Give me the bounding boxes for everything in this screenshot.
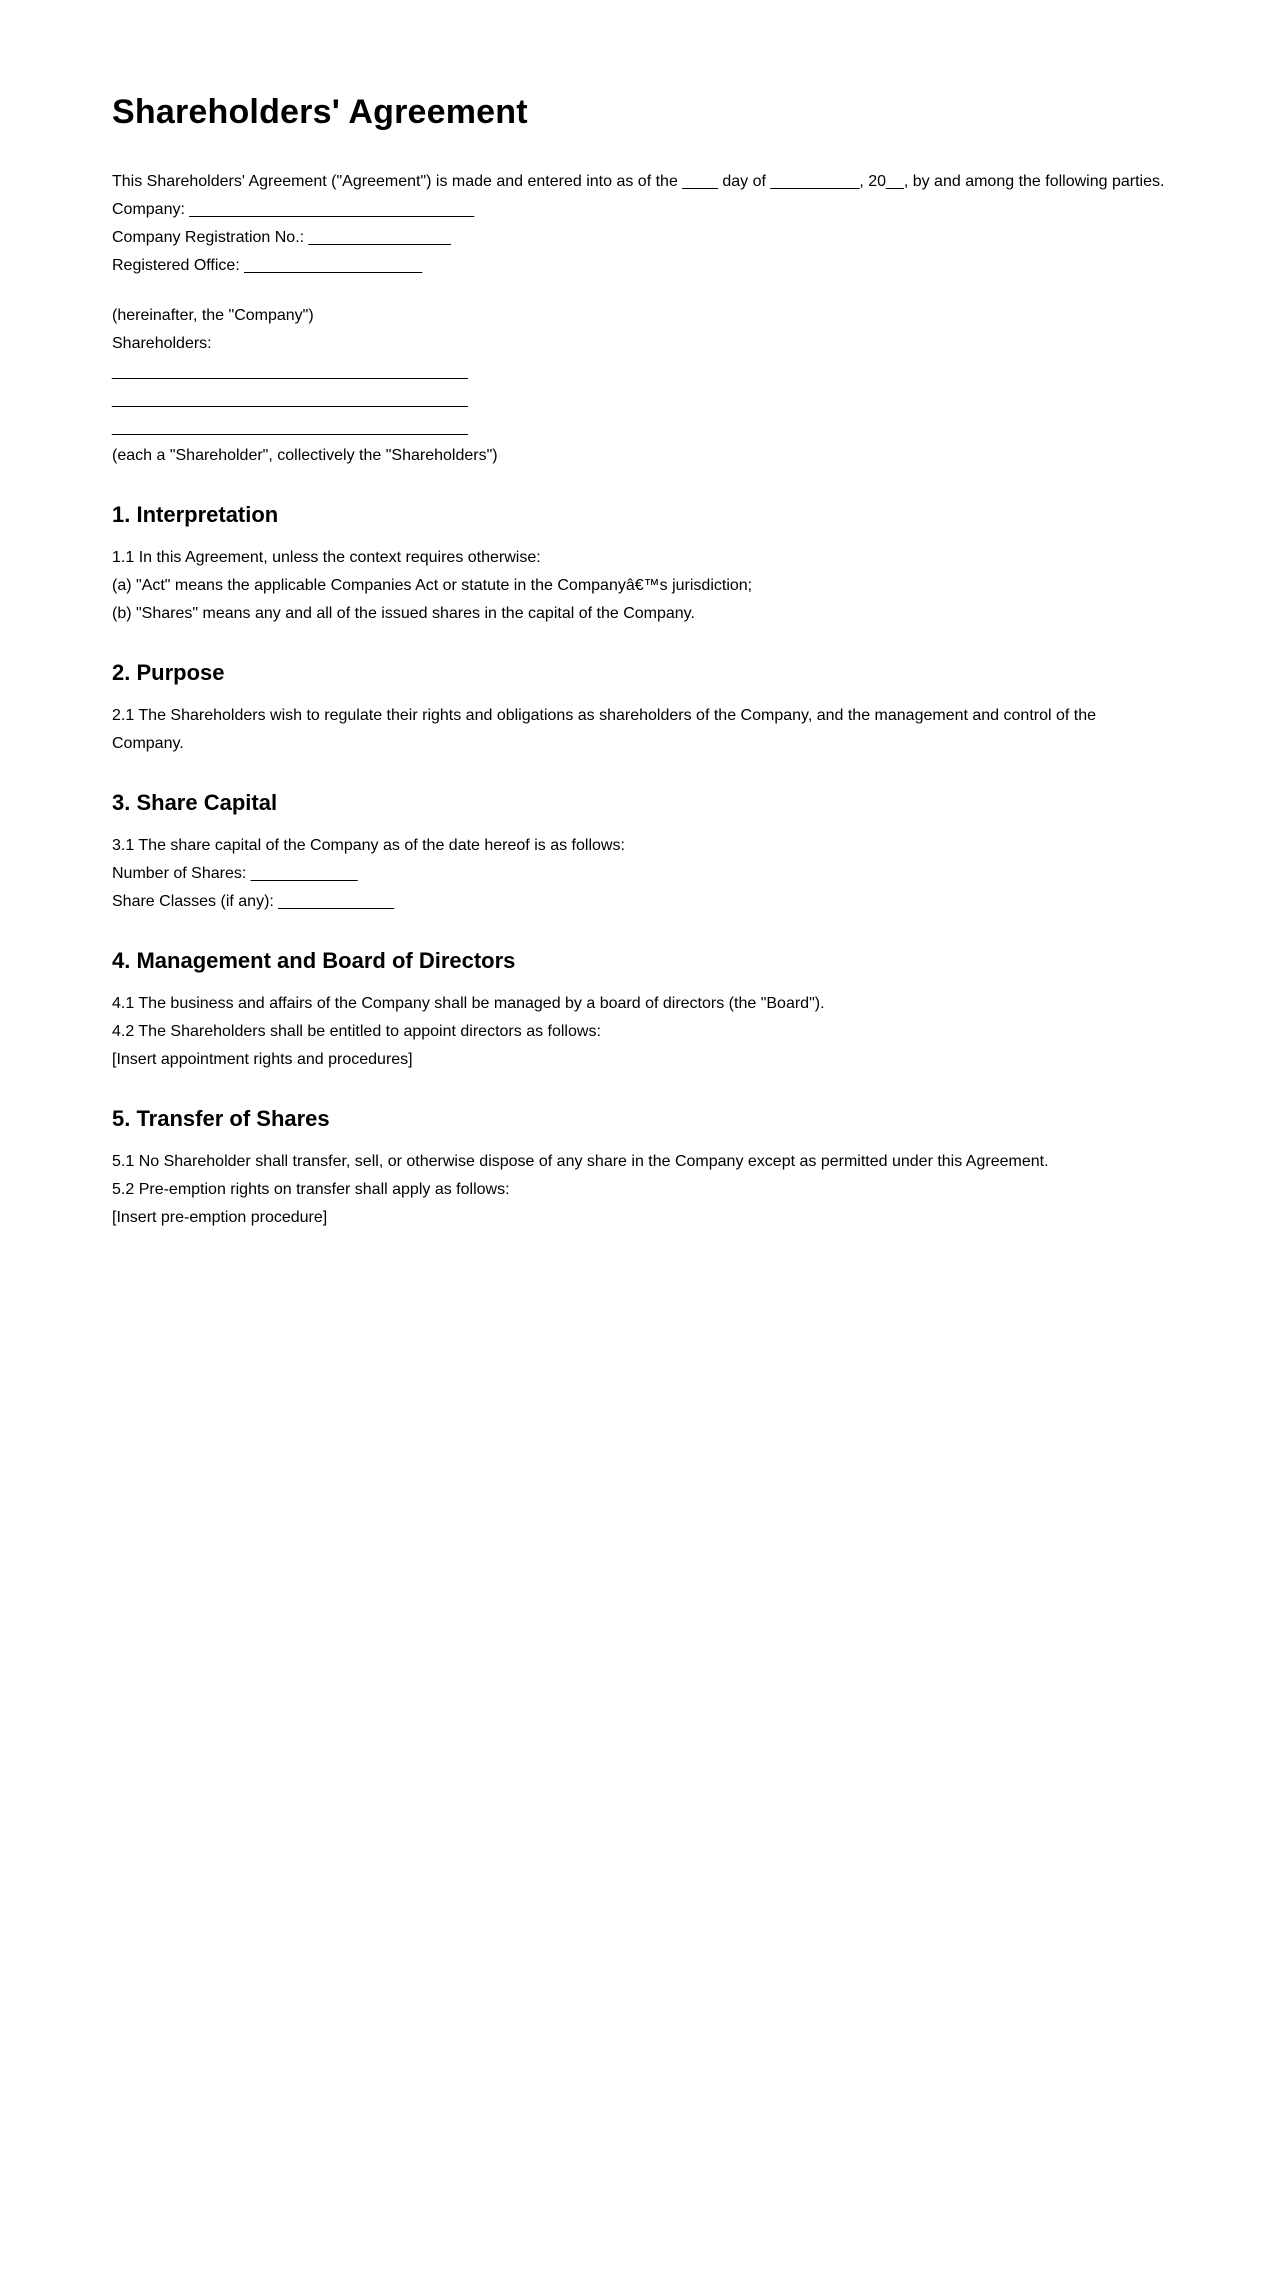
each-shareholder-note: (each a "Shareholder", collectively the "Shareholders") bbox=[112, 447, 498, 464]
section-share-capital bbox=[112, 788, 1172, 916]
section-line: 5.1 No Shareholder shall transfer, sell, or otherwise dispose of any share in the Company except as permitted under this Agreement. bbox=[112, 1153, 1049, 1170]
section-management-board bbox=[112, 946, 1172, 1074]
section-heading: 2. Purpose bbox=[112, 660, 225, 685]
hereinafter-note: (hereinafter, the "Company") bbox=[112, 307, 314, 324]
section-line: 5.2 Pre-emption rights on transfer shall apply as follows: bbox=[112, 1181, 510, 1198]
shareholder-blanks-block bbox=[112, 358, 1172, 470]
section-line: (a) "Act" means the applicable Companies Act or statute in the Companyâ€™s jurisdiction; bbox=[112, 577, 753, 594]
company-name-line: Company: ________________________________ bbox=[112, 201, 475, 218]
section-heading: 1. Interpretation bbox=[112, 502, 279, 527]
section-purpose bbox=[112, 658, 1172, 758]
section-line: (b) "Shares" means any and all of the issued shares in the capital of the Company. bbox=[112, 605, 695, 622]
shareholder-blank-line: ________________________________________ bbox=[112, 363, 468, 380]
shareholder-blank-line: ________________________________________ bbox=[112, 391, 468, 408]
section-interpretation bbox=[112, 500, 1172, 628]
section-line: [Insert appointment rights and procedures] bbox=[112, 1051, 413, 1068]
shareholders-label: Shareholders: bbox=[112, 335, 212, 352]
section-line: Number of Shares: ____________ bbox=[112, 865, 358, 882]
page-title: Shareholders' Agreement bbox=[112, 93, 528, 131]
intro-paragraph: This Shareholders' Agreement ("Agreement") is made and entered into as of the ____ day of __________, 20__, by and among the following parties. bbox=[112, 173, 1165, 190]
company-details-block bbox=[112, 196, 1172, 280]
section-heading: 3. Share Capital bbox=[112, 790, 278, 815]
document-body bbox=[112, 0, 1172, 1232]
shareholder-blank-line: ________________________________________ bbox=[112, 419, 468, 436]
section-line: 1.1 In this Agreement, unless the context requires otherwise: bbox=[112, 549, 541, 566]
company-registration-line: Company Registration No.: ________________ bbox=[112, 229, 451, 246]
section-line: 3.1 The share capital of the Company as of the date hereof is as follows: bbox=[112, 837, 625, 854]
section-transfer-of-shares bbox=[112, 1104, 1172, 1232]
section-line: [Insert pre-emption procedure] bbox=[112, 1209, 328, 1226]
section-line: 4.2 The Shareholders shall be entitled to appoint directors as follows: bbox=[112, 1023, 601, 1040]
section-line: 2.1 The Shareholders wish to regulate their rights and obligations as shareholders of the Company, and the management and control of the Company. bbox=[112, 707, 1097, 752]
section-heading: 4. Management and Board of Directors bbox=[112, 948, 516, 973]
section-heading: 5. Transfer of Shares bbox=[112, 1106, 330, 1131]
registered-office-line: Registered Office: ____________________ bbox=[112, 257, 423, 274]
section-line: 4.1 The business and affairs of the Company shall be managed by a board of directors (the "Board"). bbox=[112, 995, 825, 1012]
section-line: Share Classes (if any): _____________ bbox=[112, 893, 394, 910]
